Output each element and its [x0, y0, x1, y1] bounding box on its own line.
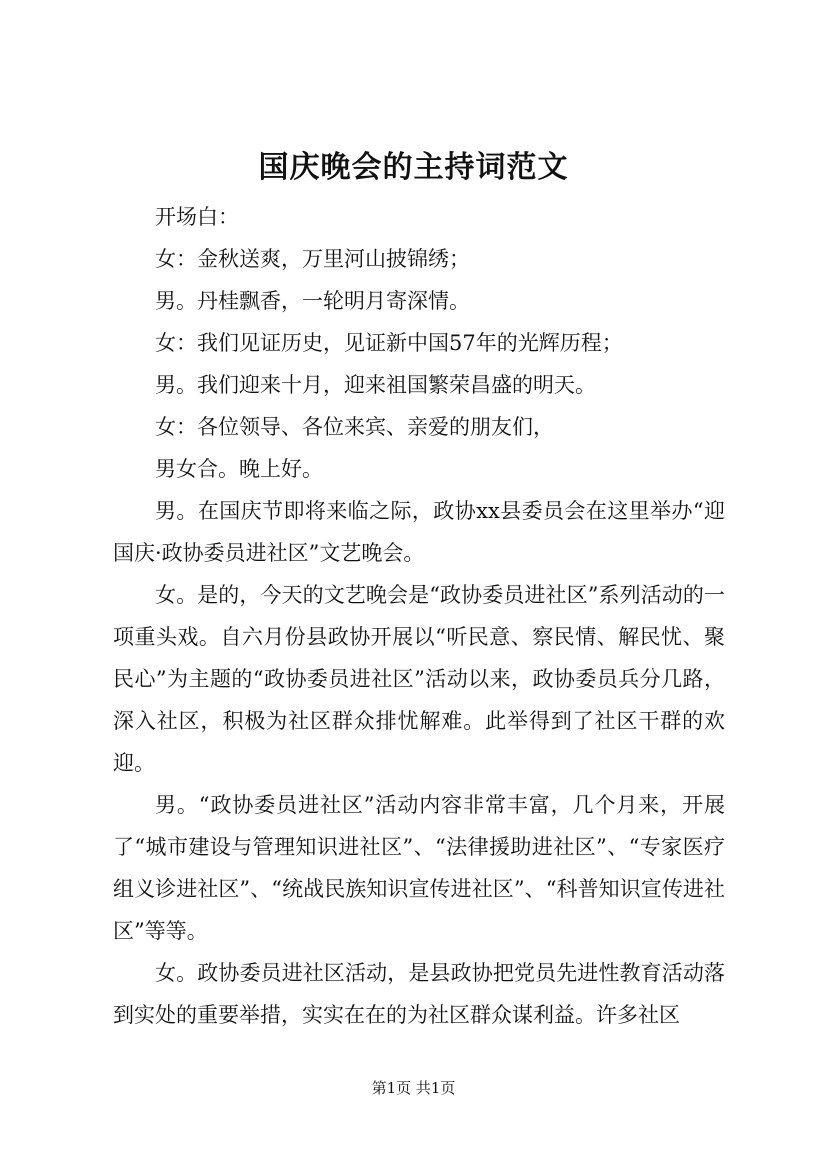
- paragraph-line-7: 男。在国庆节即将来临之际，政协xx县委员会在这里举办“迎国庆·政协委员进社区”文艺晚会。: [113, 499, 725, 565]
- page-footer: 第1页 共1页: [371, 1079, 456, 1097]
- document-body: [113, 196, 725, 1036]
- paragraph-line-3: 女：我们见证历史，见证新中国57年的光辉历程；: [155, 331, 623, 355]
- paragraph-line-10: 女。政协委员进社区活动，是县政协把党员先进性教育活动落到实处的重要举措，实实在在的为社区群众谋利益。许多社区: [113, 961, 725, 1027]
- paragraph-line-1: 女：金秋送爽，万里河山披锦绣；: [155, 247, 470, 271]
- paragraph-line-2: 男。丹桂飘香，一轮明月寄深情。: [155, 289, 470, 313]
- paragraph-line-4: 男。我们迎来十月，迎来祖国繁荣昌盛的明天。: [155, 373, 596, 397]
- paragraph-line-6: 男女合。晚上好。: [155, 457, 323, 481]
- document-title: 国庆晚会的主持词范文: [258, 150, 569, 185]
- paragraph-opening: 开场白：: [155, 205, 239, 229]
- paragraph-line-9: 男。“政协委员进社区”活动内容非常丰富，几个月来，开展了“城市建设与管理知识进社区”、“法律援助进社区”、“专家医疗组义诊进社区”、“统战民族知识宣传进社区”、“科普知识宣传进社区”等等。: [113, 793, 725, 943]
- paragraph-line-5: 女：各位领导、各位来宾、亲爱的朋友们，: [155, 415, 554, 439]
- paragraph-line-8: 女。是的，今天的文艺晚会是“政协委员进社区”系列活动的一项重头戏。自六月份县政协开展以“听民意、察民情、解民忧、聚民心”为主题的“政协委员进社区”活动以来，政协委员兵分几路，深入社区，积极为社区群众排忧解难。此举得到了社区干群的欢迎。: [113, 583, 725, 775]
